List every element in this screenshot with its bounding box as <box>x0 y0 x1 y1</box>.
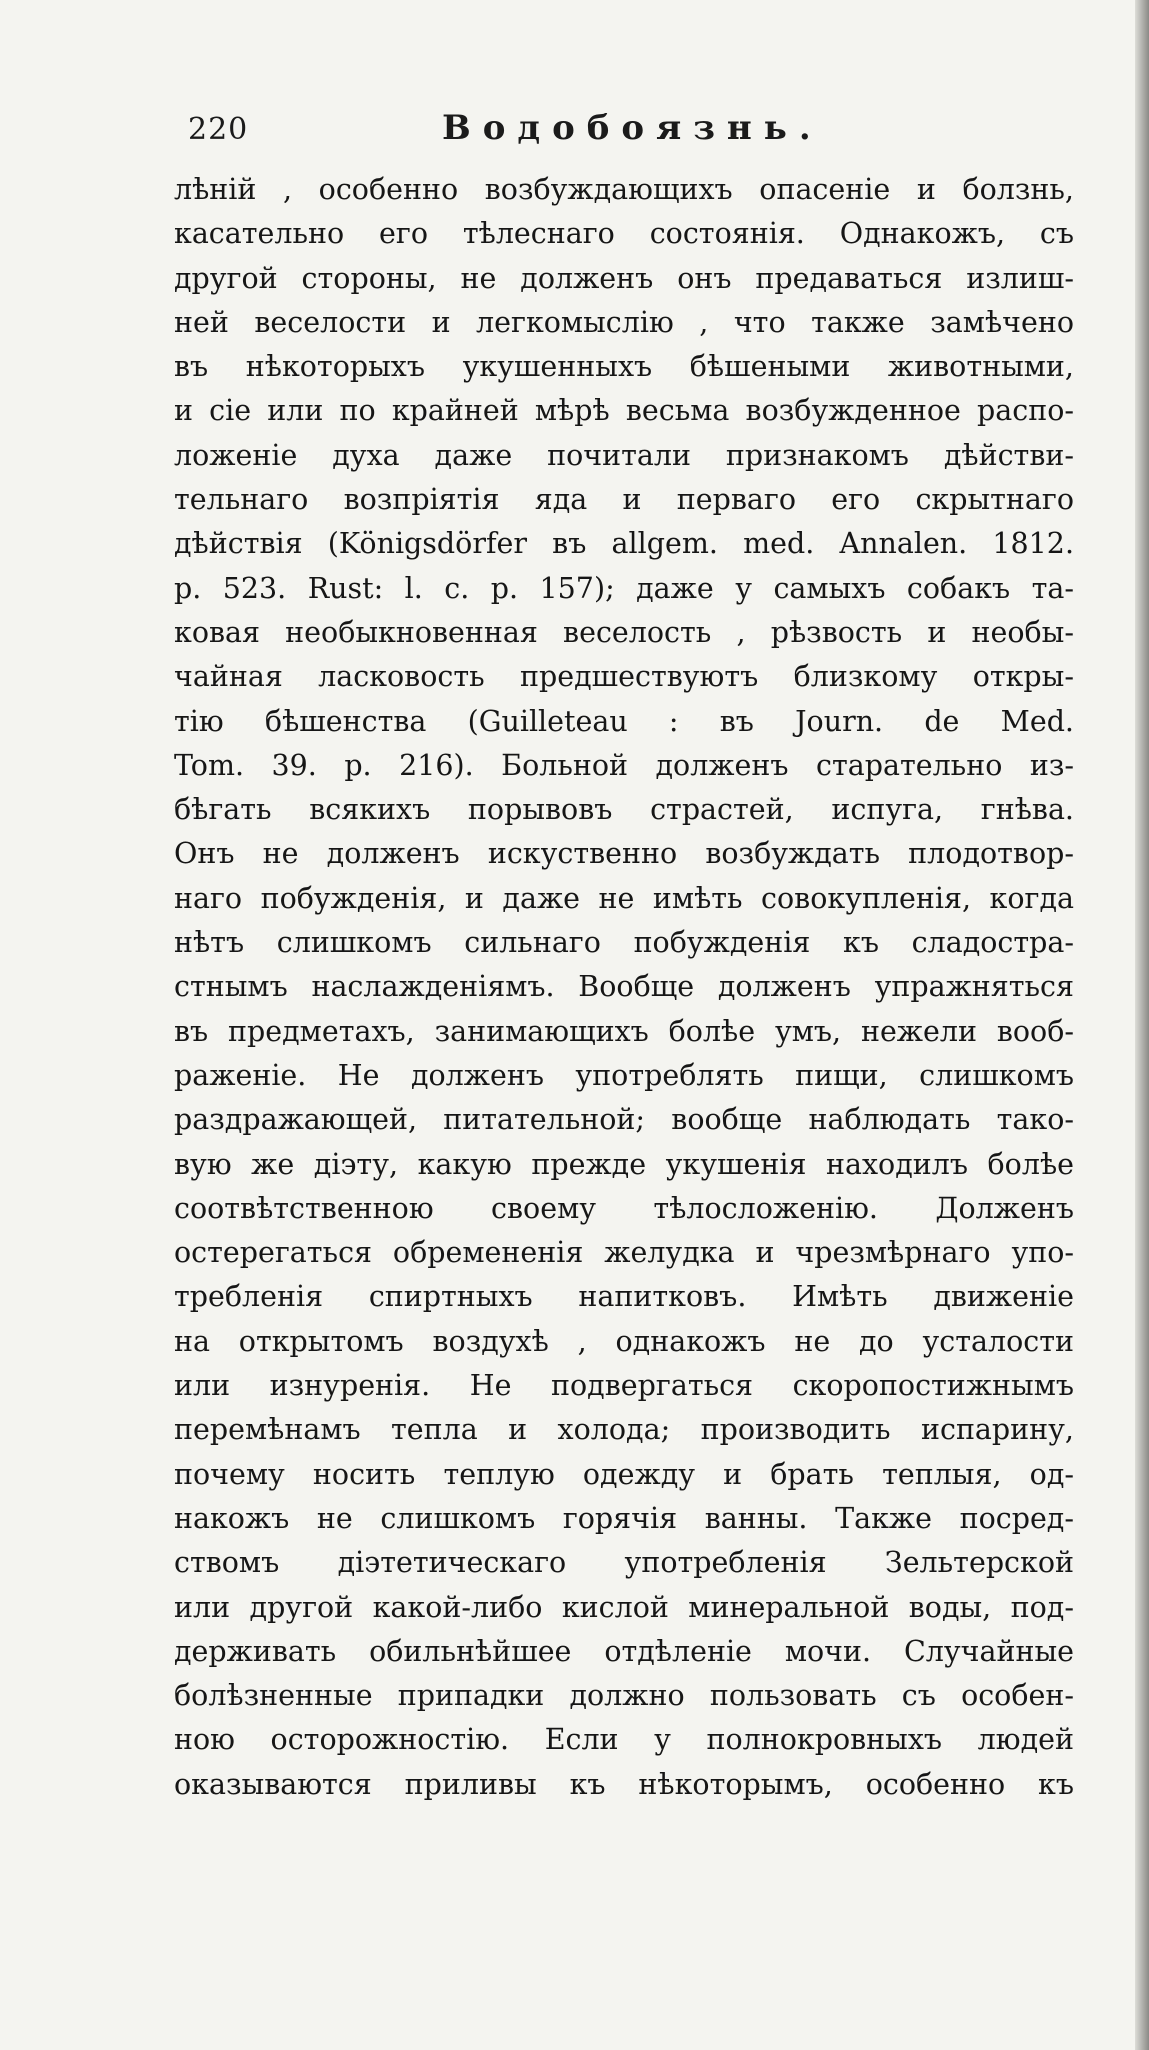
text-line: раздражающей, питательной; вообще наблюдать тако- <box>174 1103 1074 1137</box>
text-line: вую же діэту, какую прежде укушенія находилъ болѣе <box>174 1147 1074 1181</box>
text-line: наго побужденія, и даже не имѣть совокупленія, когда <box>174 881 1074 915</box>
text-line: дѣйствія (Königsdörfer въ allgem. med. Annalen. 1812. <box>174 527 1074 561</box>
text-line: нѣтъ слишкомъ сильнаго побужденія къ сладостра- <box>174 926 1074 960</box>
text-line: тельнаго возпріятія яда и перваго его скрытнаго <box>174 483 1074 517</box>
text-line: стнымъ наслажденіямъ. Вообще долженъ упражняться <box>174 970 1074 1004</box>
text-line: требленія спиртныхъ напитковъ. Имѣть движеніе <box>174 1280 1074 1314</box>
body-text <box>174 168 1074 1807</box>
running-title: Водобоязнь. <box>442 108 823 148</box>
text-line: держивать обильнѣйшее отдѣленіе мочи. Случайные <box>174 1634 1074 1668</box>
text-line: ною осторожностію. Если у полнокровныхъ людей <box>174 1723 1074 1757</box>
text-line: p. 523. Rust: l. c. p. 157); даже у самыхъ собакъ та- <box>174 571 1074 605</box>
text-line: чайная ласковость предшествуютъ близкому откры- <box>174 660 1074 694</box>
text-line: болѣзненные припадки должно пользовать съ особен- <box>174 1679 1074 1713</box>
text-line: Tom. 39. p. 216). Больной долженъ старательно из- <box>174 748 1074 782</box>
text-line: накожъ не слишкомъ горячія ванны. Также посред- <box>174 1501 1074 1535</box>
text-line: остерегаться обремененія желудка и чрезмѣрнаго упо- <box>174 1236 1074 1270</box>
text-line: ложеніе духа даже почитали признакомъ дѣйстви- <box>174 438 1074 472</box>
text-line: почему носить теплую одежду и брать теплыя, од- <box>174 1457 1074 1491</box>
text-line: касательно его тѣлеснаго состоянія. Однакожъ, съ <box>174 217 1074 251</box>
text-line: въ нѣкоторыхъ укушенныхъ бѣшеными животными, <box>174 350 1074 384</box>
text-line: лѣній , особенно возбуждающихъ опасеніе и болзнь, <box>174 173 1074 206</box>
text-line: раженіе. Не долженъ употреблять пищи, слишкомъ <box>174 1058 1074 1092</box>
page-header <box>0 108 1149 158</box>
text-line: Онъ не долженъ искуственно возбуждать плодотвор- <box>174 837 1074 871</box>
text-line: перемѣнамъ тепла и холода; производить испарину, <box>174 1413 1074 1447</box>
text-line: соотвѣтственною своему тѣлосложенію. Долженъ <box>174 1191 1074 1225</box>
text-line: ствомъ діэтетическаго употребленія Зельтерской <box>174 1546 1074 1580</box>
text-line: ковая необыкновенная веселость , рѣзвость и необы- <box>174 615 1074 649</box>
text-line: на открытомъ воздухѣ , однакожъ не до усталости <box>174 1324 1074 1358</box>
text-line: и сіе или по крайней мѣрѣ весьма возбужденное распо- <box>174 394 1074 428</box>
text-line: тію бѣшенства (Guilleteau : въ Journ. de Med. <box>174 704 1074 738</box>
text-line: или другой какой-либо кислой минеральной воды, под- <box>174 1590 1074 1624</box>
page-number: 220 <box>188 112 249 147</box>
text-line: въ предметахъ, занимающихъ болѣе умъ, нежели вооб- <box>174 1014 1074 1048</box>
text-line: ней веселости и легкомыслію , что также замѣчено <box>174 305 1074 339</box>
text-line: другой стороны, не долженъ онъ предаваться излиш- <box>174 261 1074 295</box>
text-line: бѣгать всякихъ порывовъ страстей, испуга, гнѣва. <box>174 793 1074 827</box>
text-line: или изнуренія. Не подвергаться скоропостижнымъ <box>174 1369 1074 1403</box>
text-line: оказываются приливы къ нѣкоторымъ, особенно къ <box>174 1767 1074 1801</box>
page-edge-shadow <box>1135 0 1149 2050</box>
